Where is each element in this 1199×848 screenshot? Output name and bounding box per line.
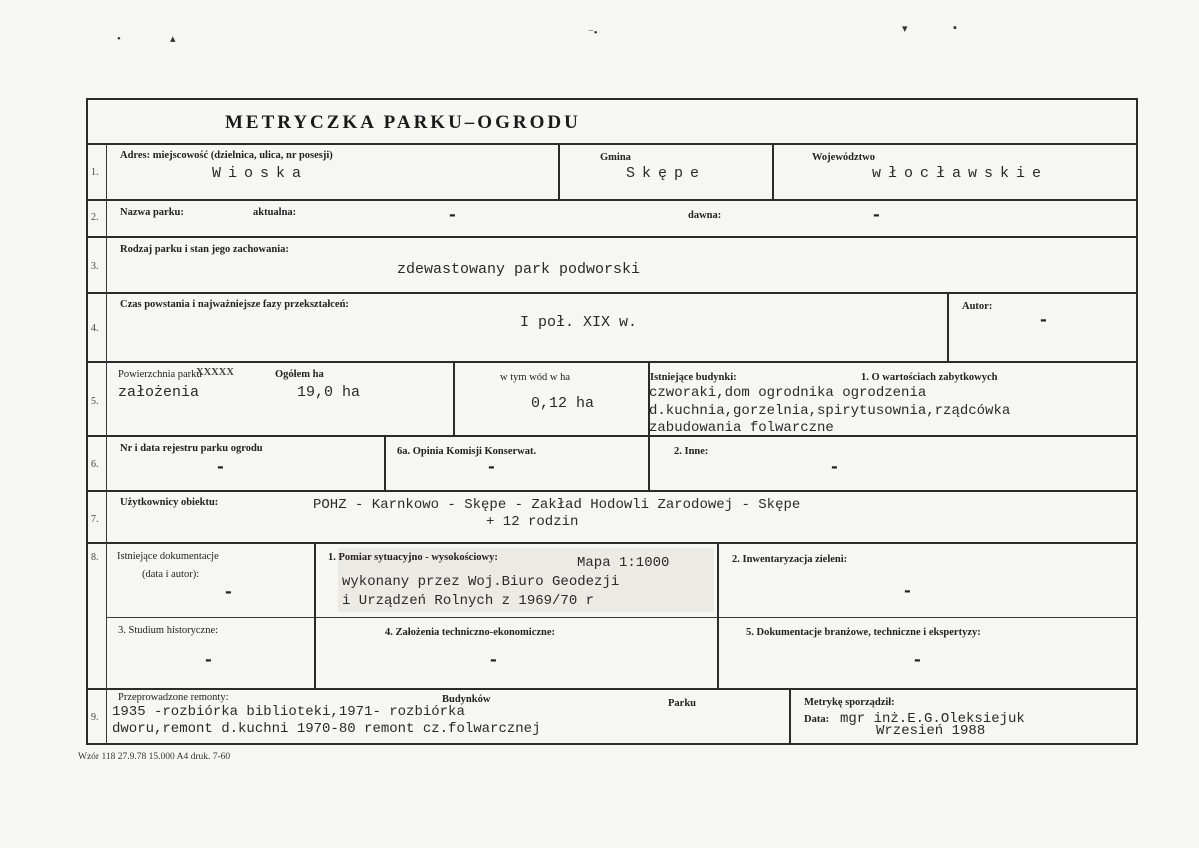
form-frame (86, 98, 1138, 745)
techno-label: 4. Założenia techniczno-ekonomiczne: (385, 627, 556, 638)
row-divider (86, 435, 1138, 437)
row-divider (86, 361, 1138, 363)
renov-buildings-label: Budynków (442, 694, 491, 705)
renovations-label: Przeprowadzone remonty: (118, 692, 229, 703)
buildings-line: czworaki,dom ogrodnika ogrodzenia (649, 385, 927, 401)
paper-mark: ⁻• (588, 27, 598, 39)
survey-line: i Urządzeń Rolnych z 1969/70 r (342, 593, 595, 609)
row-divider (86, 292, 1138, 294)
users-line: + 12 rodzin (486, 514, 579, 530)
gmina-value: Skępe (626, 165, 707, 182)
register-value: - (215, 458, 226, 478)
date-value: Wrzesień 1988 (876, 723, 986, 739)
col-divider (717, 542, 719, 688)
register-label: Nr i data rejestru parku ogrodu (120, 443, 263, 454)
docs-value: - (223, 583, 234, 603)
survey-line: Mapa 1:1000 (577, 555, 670, 571)
col-divider (558, 143, 560, 199)
col-divider (648, 435, 650, 490)
paper-mark: ▾ (902, 23, 908, 35)
survey-line: wykonany przez Woj.Biuro Geodezji (342, 574, 620, 590)
row-divider (106, 617, 1138, 618)
creation-time-value: I poł. XIX w. (520, 314, 638, 331)
row-number: 7. (91, 514, 99, 525)
date-label: Data: (804, 714, 830, 725)
form-title: METRYCZKA PARKU–OGRODU (225, 112, 581, 133)
col-divider (314, 542, 316, 688)
other-label: 2. Inne: (674, 446, 709, 457)
row-number: 5. (91, 396, 99, 407)
branch-docs-value: - (912, 651, 923, 671)
users-line: POHZ - Karnkowo - Skępe - Zakład Hodowli Zarodowej - Skępe (313, 497, 801, 513)
area-label: Powierzchnia parku (118, 369, 202, 380)
address-value: Wioska (212, 165, 309, 182)
print-footer: Wzór 118 27.9.78 15.000 A4 druk. 7-60 (78, 752, 231, 762)
park-type-value: zdewastowany park podworski (397, 261, 641, 278)
row-number: 6. (91, 459, 99, 470)
docs-label: (data i autor): (142, 569, 200, 580)
compiled-by-label: Metrykę sporządził: (804, 697, 895, 708)
greenery-value: - (902, 582, 913, 602)
row-number: 4. (91, 323, 99, 334)
row-divider (86, 688, 1138, 690)
greenery-label: 2. Inwentaryzacja zieleni: (732, 554, 848, 565)
water-area-label: w tym wód w ha (500, 372, 570, 383)
row-divider (86, 199, 1138, 201)
zalozenia-value: założenia (118, 384, 200, 401)
author-value: - (1038, 311, 1049, 331)
buildings-line: zabudowania folwarczne (649, 420, 834, 436)
other-value: - (829, 458, 840, 478)
total-area-value: 19,0 ha (297, 384, 361, 401)
col-divider (947, 292, 949, 361)
row-divider (86, 236, 1138, 238)
area-overtype: XXXXX (196, 367, 234, 378)
renovations-line: 1935 -rozbiórka biblioteki,1971- rozbiórka (112, 704, 465, 720)
row-number: 1. (91, 167, 99, 178)
buildings-line: d.kuchnia,gorzelnia,spirytusownia,rządcówka (649, 403, 1011, 419)
buildings-label: Istniejące budynki: (650, 372, 737, 383)
row-number: 9. (91, 712, 99, 723)
techno-value: - (488, 651, 499, 671)
survey-label: 1. Pomiar sytuacyjno - wysokościowy: (328, 552, 498, 563)
history-value: - (203, 651, 214, 671)
row-number: 3. (91, 261, 99, 272)
row-number: 8. (91, 552, 99, 563)
row-divider (86, 143, 1138, 145)
branch-docs-label: 5. Dokumentacje branżowe, techniczne i ekspertyzy: (746, 627, 981, 638)
paper-mark: • (117, 33, 121, 45)
former-name-label: dawna: (688, 210, 722, 221)
row-number: 2. (91, 212, 99, 223)
voivodeship-value: włocławskie (872, 165, 1049, 182)
col-divider (789, 688, 791, 745)
current-name-value: - (447, 206, 458, 226)
park-type-label: Rodzaj parku i stan jego zachowania: (120, 244, 289, 255)
current-name-label: aktualna: (253, 207, 297, 218)
history-label: 3. Studium historyczne: (118, 625, 219, 636)
docs-label: Istniejące dokumentacje (117, 551, 219, 562)
paper-mark: ▴ (170, 33, 176, 45)
row-divider (86, 490, 1138, 492)
number-column-divider (106, 143, 107, 745)
renovations-line: dworu,remont d.kuchni 1970-80 remont cz.folwarcznej (112, 721, 541, 737)
paper-mark: ▪ (953, 22, 957, 34)
col-divider (384, 435, 386, 490)
users-label: Użytkownicy obiektu: (120, 497, 219, 508)
creation-time-label: Czas powstania i najważniejsze fazy przekształceń: (120, 299, 349, 310)
total-area-label: Ogółem ha (275, 369, 324, 380)
monument-label: 1. O wartościach zabytkowych (861, 372, 998, 383)
row-divider (86, 542, 1138, 544)
gmina-label: Gmina (600, 152, 631, 163)
opinion-value: - (486, 458, 497, 478)
voivodeship-label: Województwo (812, 152, 875, 163)
col-divider (772, 143, 774, 199)
author-label: Autor: (962, 301, 993, 312)
park-name-label: Nazwa parku: (120, 207, 184, 218)
address-label: Adres: miejscowość (dzielnica, ulica, nr posesji) (120, 150, 333, 161)
compiled-by-value: mgr inż.E.G.Oleksiejuk (840, 711, 1025, 727)
col-divider (453, 361, 455, 435)
opinion-label: 6a. Opinia Komisji Konserwat. (397, 446, 537, 457)
water-area-value: 0,12 ha (531, 395, 595, 412)
renov-park-label: Parku (668, 698, 697, 709)
former-name-value: - (871, 206, 882, 226)
